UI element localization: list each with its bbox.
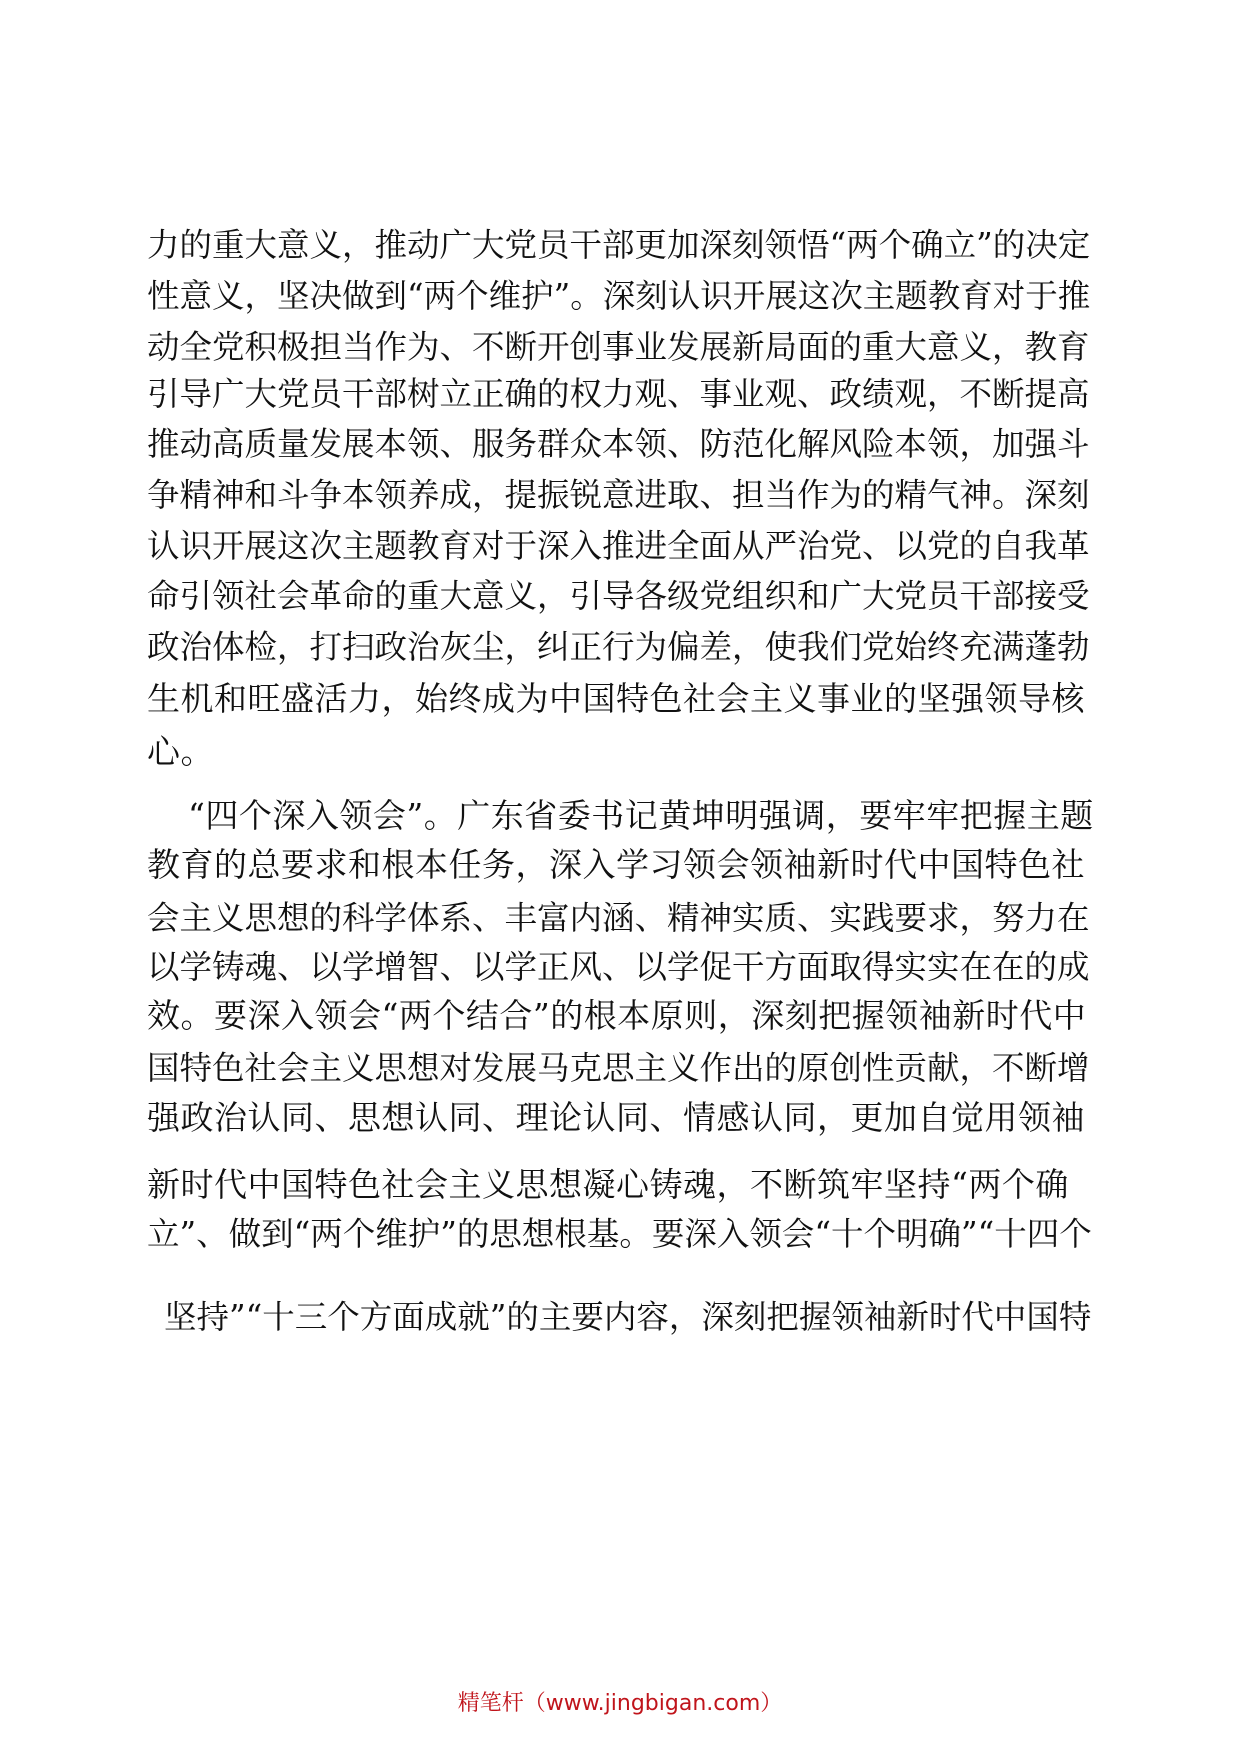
- body-text-line: 性意义，坚决做到“两个维护”。深刻认识开展这次主题教育对于推: [147, 277, 1091, 315]
- body-text-line: 政治体检，打扫政治灰尘，纠正行为偏差，使我们党始终充满蓬勃: [147, 628, 1090, 666]
- body-text-line: 心。: [147, 732, 214, 771]
- paragraph-start-line: “四个深入领会”。广东省委书记黄坤明强调，要牢牢把握主题: [188, 796, 1094, 835]
- body-text-line: 坚持”“十三个方面成就”的主要内容，深刻把握领袖新时代中国特: [164, 1298, 1092, 1336]
- body-text-line: 引导广大党员干部树立正确的权力观、事业观、政绩观，不断提高: [147, 375, 1090, 413]
- footer-watermark: 精笔杆（www.jingbigan.com）: [457, 1691, 783, 1716]
- body-text-line: 动全党积极担当作为、不断开创事业发展新局面的重大意义，教育: [147, 328, 1090, 366]
- body-text-line: 争精神和斗争本领养成，提振锐意进取、担当作为的精气神。深刻: [147, 476, 1090, 514]
- body-text-line: 强政治认同、思想认同、理论认同、情感认同，更加自觉用领袖: [147, 1098, 1085, 1137]
- body-text-line: 教育的总要求和根本任务，深入学习领会领袖新时代中国特色社: [147, 845, 1085, 884]
- body-text-line: 新时代中国特色社会主义思想凝心铸魂，不断筑牢坚持“两个确: [147, 1165, 1069, 1204]
- body-text-line: 力的重大意义，推动广大党员干部更加深刻领悟“两个确立”的决定: [147, 226, 1091, 264]
- body-text-line: 国特色社会主义思想对发展马克思主义作出的原创性贡献，不断增: [147, 1049, 1090, 1087]
- body-text-line: 立”、做到“两个维护”的思想根基。要深入领会“十个明确”“十四个: [147, 1215, 1092, 1253]
- body-text-line: 效。要深入领会“两个结合”的根本原则，深刻把握领袖新时代中: [147, 996, 1087, 1035]
- body-text-line: 以学铸魂、以学增智、以学正风、以学促干方面取得实实在在的成: [147, 948, 1090, 986]
- body-text-line: 生机和旺盛活力，始终成为中国特色社会主义事业的坚强领导核: [147, 679, 1085, 718]
- body-text-line: 命引领社会革命的重大意义，引导各级党组织和广大党员干部接受: [147, 577, 1090, 615]
- body-text-line: 会主义思想的科学体系、丰富内涵、精神实质、实践要求，努力在: [147, 899, 1090, 937]
- body-text-line: 推动高质量发展本领、服务群众本领、防范化解风险本领，加强斗: [147, 425, 1090, 463]
- body-text-line: 认识开展这次主题教育对于深入推进全面从严治党、以党的自我革: [147, 527, 1090, 565]
